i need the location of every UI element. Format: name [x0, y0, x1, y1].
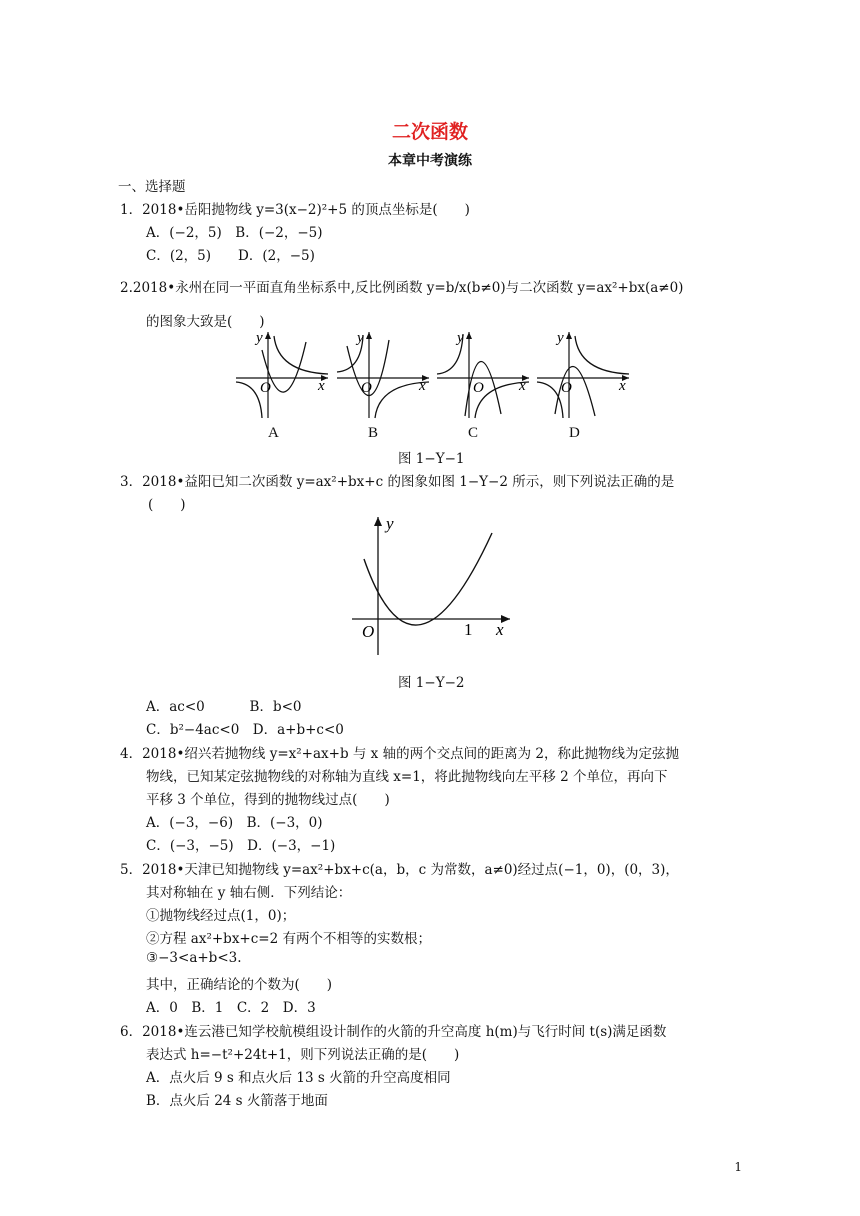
q2-label-c: C	[468, 425, 479, 441]
q5-stem: 5．2018•天津已知抛物线 y=ax²+bx+c(a，b，c 为常数，a≠0)经过点(−1，0)，(0，3)，	[120, 862, 679, 878]
q2-graph-a	[232, 328, 332, 420]
graph-c-origin: O	[473, 380, 484, 396]
graph-b-y-label: y	[357, 330, 364, 346]
q1-options-cd: C．(2，5) D．(2，−5)	[146, 248, 315, 264]
q3-figure-caption: 图 1−Y−2	[398, 675, 465, 691]
q3-origin: O	[362, 622, 375, 641]
q5-conclusion-2: ②方程 ax²+bx+c=2 有两个不相等的实数根；	[146, 931, 431, 947]
q2-label-d: D	[569, 425, 580, 441]
q6-option-a: A．点火后 9 s 和点火后 13 s 火箭的升空高度相同	[146, 1070, 451, 1086]
q5-options: A．0 B．1 C．2 D．3	[146, 1000, 316, 1016]
graph-a-x-label: x	[318, 378, 325, 394]
q6-stem: 6．2018•连云港已知学校航模组设计制作的火箭的升空高度 h(m)与飞行时间 t(s)满足函数	[120, 1024, 667, 1040]
graph-d-y-label: y	[557, 330, 564, 346]
graph-c-y-label: y	[457, 330, 464, 346]
graph-a-y-label: y	[256, 330, 263, 346]
q4-stem-3: 平移 3 个单位，得到的抛物线过点( )	[146, 792, 390, 808]
page-number: 1	[734, 1160, 742, 1174]
q2-label-b: B	[368, 425, 379, 441]
graph-c-x-label: x	[519, 378, 526, 394]
q2-graph-c	[433, 328, 533, 420]
q4-options-ab: A．(−3，−6) B．(−3，0)	[146, 815, 323, 831]
q3-y-label: y	[386, 514, 394, 533]
page-subtitle: 本章中考演练	[388, 153, 472, 169]
q5-stem-2: 其对称轴在 y 轴右侧．下列结论：	[146, 885, 352, 901]
q2-label-a: A	[268, 425, 279, 441]
q3-stem: 3．2018•益阳已知二次函数 y=ax²+bx+c 的图象如图 1−Y−2 所示，则下列说法正确的是	[120, 474, 675, 490]
q6-stem-2: 表达式 h=−t²+24t+1，则下列说法正确的是( )	[146, 1047, 460, 1063]
q3-tick-1: 1	[464, 620, 473, 639]
q2-stem: 2.2018•永州在同一平面直角坐标系中,反比例函数 y=b/x(b≠0)与二次函数 y=ax²+bx(a≠0)	[120, 280, 684, 296]
section-heading: 一、选择题	[118, 179, 186, 195]
graph-b-x-label: x	[419, 378, 426, 394]
q2-graph-b	[333, 328, 433, 420]
page-title: 二次函数	[391, 121, 468, 143]
graph-a-origin: O	[260, 380, 271, 396]
q1-stem: 1．2018•岳阳抛物线 y=3(x−2)²+5 的顶点坐标是( )	[120, 202, 470, 218]
q5-conclusion-3: ③−3<a+b<3.	[146, 950, 242, 966]
q4-stem-2: 物线，已知某定弦抛物线的对称轴为直线 x=1，将此抛物线向左平移 2 个单位，再向下	[146, 769, 668, 785]
graph-d-origin: O	[561, 380, 572, 396]
q3-options-ab: A．ac<0 B．b<0	[146, 699, 302, 715]
q3-x-label: x	[496, 620, 504, 639]
q4-options-cd: C．(−3，−5) D．(−3，−1)	[146, 838, 336, 854]
q2-figure-caption: 图 1−Y−1	[398, 451, 465, 467]
q3-stem-2: ( )	[148, 497, 186, 513]
q2-graph-d	[533, 328, 633, 420]
q2-stem-2: 的图象大致是( )	[146, 314, 265, 330]
q1-options-ab: A．(−2，5) B．(−2，−5)	[146, 225, 323, 241]
q5-conclusion-1: ①抛物线经过点(1，0)；	[146, 908, 296, 924]
q3-options-cd: C．b²−4ac<0 D．a+b+c<0	[146, 722, 344, 738]
q3-graph	[350, 513, 520, 658]
q4-stem: 4．2018•绍兴若抛物线 y=x²+ax+b 与 x 轴的两个交点间的距离为 2，称此抛物线为定弦抛	[120, 746, 679, 762]
graph-d-x-label: x	[619, 378, 626, 394]
graph-b-origin: O	[361, 380, 372, 396]
q6-option-b: B．点火后 24 s 火箭落于地面	[146, 1093, 328, 1109]
q5-question: 其中，正确结论的个数为( )	[146, 977, 333, 993]
